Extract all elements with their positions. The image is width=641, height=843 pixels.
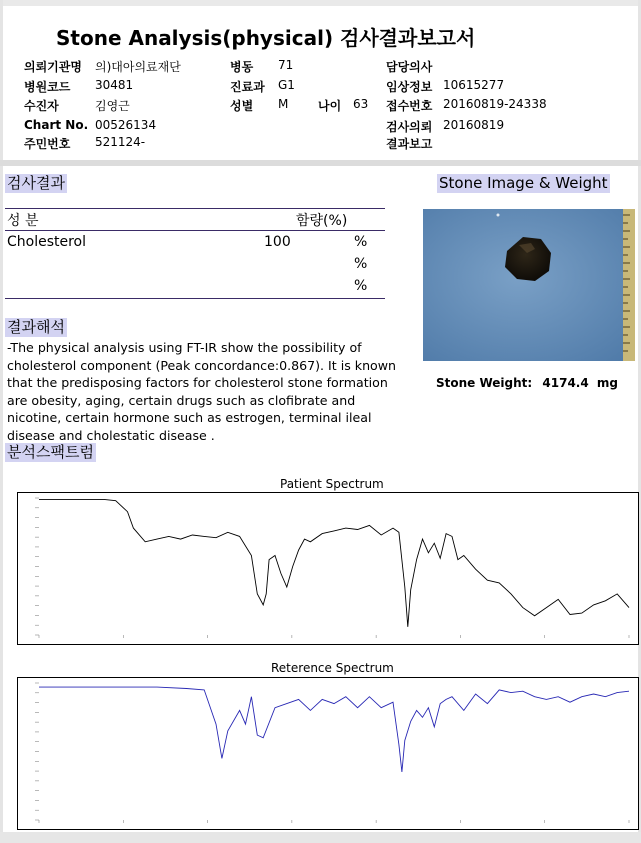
header-separator — [0, 160, 641, 166]
header-label: 성별 — [230, 99, 254, 113]
interpretation-heading: 결과해석 — [7, 318, 65, 336]
header-value: 63 — [353, 97, 369, 111]
header-label: 담당의사 — [386, 60, 433, 74]
reference-spectrum-title: Reterence Spectrum — [271, 661, 394, 675]
stone-image-heading: Stone Image & Weight — [439, 174, 608, 192]
col-header-component: 성 분 — [7, 213, 39, 229]
window-left-border — [0, 0, 3, 843]
header-label: 의뢰기관명 — [24, 60, 82, 74]
header-value: 30481 — [95, 78, 134, 92]
header-label: 결과보고 — [386, 137, 433, 151]
header-label: 병동 — [230, 60, 254, 74]
table-header-rule — [5, 230, 385, 231]
interpretation-text: -The physical analysis using FT-IR show the possibility of cholesterol component (Peak concordance:0.867). It is known that the predisposing factors for cholesterol stone formation are obesity, aging, certain drugs such as clofibrate and nicotine, certain hormone such as estrogen, terminal ileal disease and cholestatic disease . — [7, 340, 397, 443]
header-value: M — [278, 97, 289, 111]
header-label: 검사의뢰 — [386, 120, 433, 134]
unit-cell: % — [354, 278, 368, 294]
header-label: 진료과 — [230, 80, 265, 94]
unit-cell: % — [354, 256, 368, 272]
header-label: 병원코드 — [24, 80, 71, 94]
stone-photo — [423, 209, 635, 361]
header-label: 주민번호 — [24, 137, 71, 151]
bottom-border — [0, 832, 641, 843]
header-value: 521124- — [95, 135, 146, 149]
header-value: 00526134 — [95, 118, 157, 132]
component-cell: Cholesterol — [7, 234, 87, 250]
stone-weight-value: 4174.4 — [542, 376, 589, 390]
patient-spectrum-title: Patient Spectrum — [280, 477, 384, 491]
stone-weight — [436, 376, 618, 390]
header-value: G1 — [278, 78, 295, 92]
table-bottom-rule — [5, 298, 385, 299]
header-label: 임상정보 — [386, 80, 433, 94]
chart-frame — [18, 493, 639, 645]
reference-spectrum-chart — [17, 677, 639, 830]
stone-weight-label: Stone Weight: — [436, 376, 533, 390]
col-header-amount: 함량(%) — [296, 213, 348, 229]
header-value: 김영근 — [95, 99, 130, 113]
header-label: 수진자 — [24, 99, 59, 113]
header-label: 나이 — [318, 99, 342, 113]
header-label: 접수번호 — [386, 99, 433, 113]
header-value: 71 — [278, 58, 294, 72]
header-value: 의)대아의료재단 — [95, 60, 181, 74]
report-title: Stone Analysis(physical) 검사결과보고서 — [56, 26, 476, 50]
stone-weight-unit: mg — [596, 376, 618, 390]
results-heading: 검사결과 — [7, 174, 65, 192]
chart-frame — [18, 678, 639, 830]
header-value: 10615277 — [443, 78, 505, 92]
patient-spectrum-chart — [17, 492, 639, 645]
header-label: Chart No. — [24, 118, 89, 132]
window-top-border — [0, 0, 641, 6]
header-value: 20160819 — [443, 118, 505, 132]
header-value: 20160819-24338 — [443, 97, 547, 111]
table-top-rule — [5, 208, 385, 209]
spectrum-heading: 분석스팩트럼 — [7, 443, 94, 461]
unit-cell: % — [354, 234, 368, 250]
amount-cell: 100 — [264, 234, 291, 250]
